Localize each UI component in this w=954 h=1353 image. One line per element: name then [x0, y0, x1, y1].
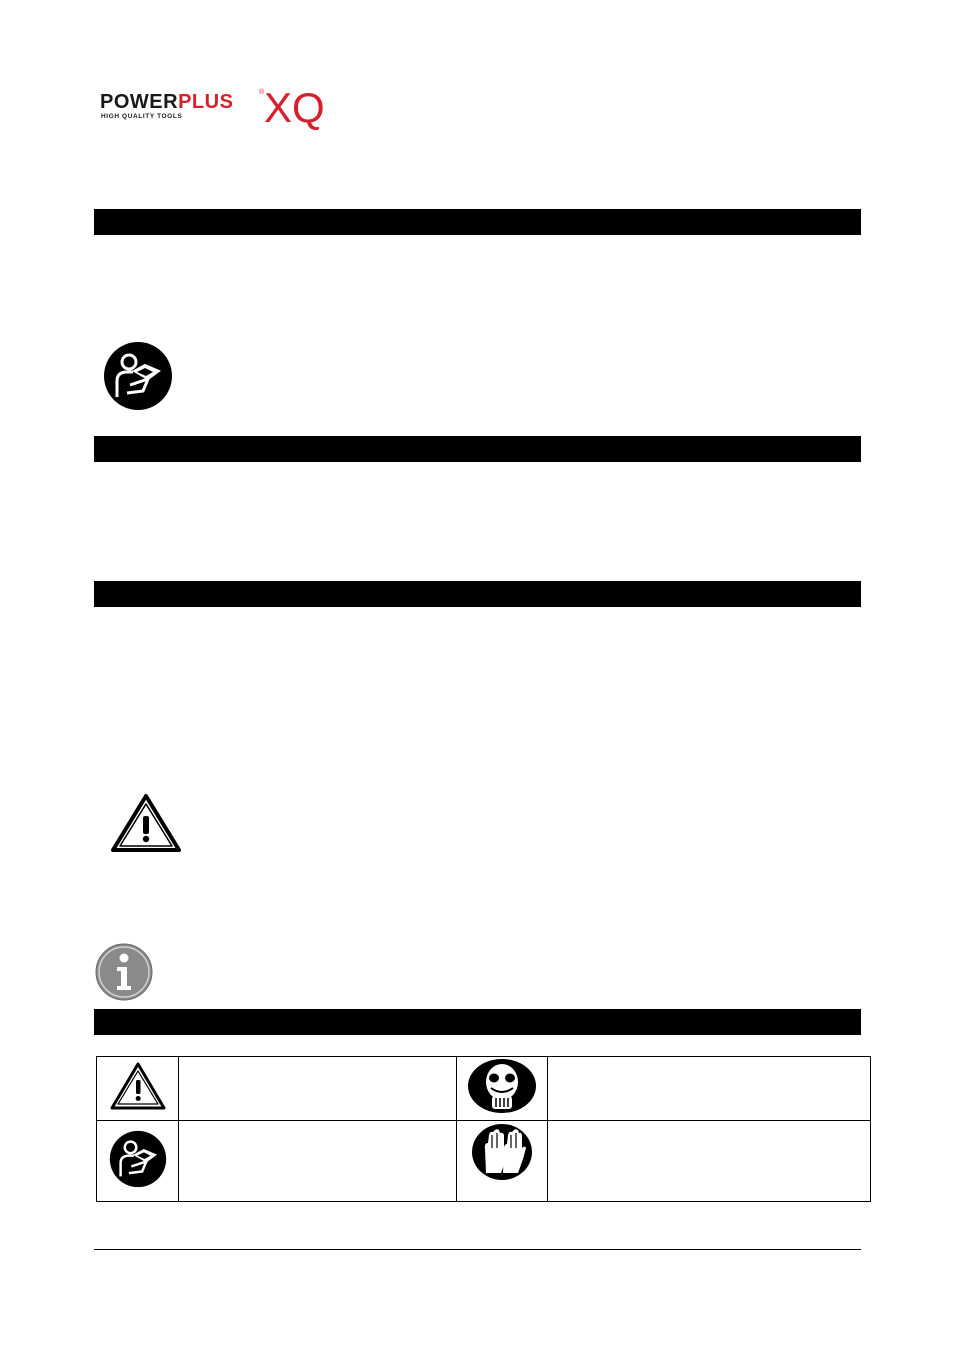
- table-row: [97, 1121, 871, 1202]
- section-bar: [94, 581, 861, 607]
- read-manual-icon: [109, 1130, 167, 1188]
- symbol-cell: [457, 1057, 548, 1121]
- description-cell: [548, 1121, 871, 1202]
- symbol-cell: [457, 1121, 548, 1202]
- protective-gloves-icon: [471, 1123, 533, 1181]
- symbol-cell: [97, 1057, 179, 1121]
- read-manual-icon: [103, 341, 173, 411]
- section-bar: [94, 1009, 861, 1035]
- footer-divider: [94, 1249, 861, 1250]
- brand-suffix: XQ: [264, 84, 325, 130]
- section-bar: [94, 209, 861, 235]
- registered-mark: ®: [259, 89, 265, 96]
- safety-symbols-table: [96, 1056, 871, 1202]
- description-cell: [179, 1057, 457, 1121]
- symbol-cell: [97, 1121, 179, 1202]
- info-icon: [95, 943, 153, 1001]
- table-row: [97, 1057, 871, 1121]
- warning-triangle-icon: [110, 792, 182, 854]
- warning-triangle-icon: [110, 1061, 166, 1111]
- brand-logo: [98, 80, 348, 130]
- description-cell: [179, 1121, 457, 1202]
- svg-text:POWERPLUS: [100, 91, 233, 113]
- respirator-mask-icon: [467, 1058, 537, 1114]
- description-cell: [548, 1057, 871, 1121]
- section-bar: [94, 436, 861, 462]
- brand-tagline: HIGH QUALITY TOOLS: [101, 113, 183, 120]
- brand-name-red: PLUS: [178, 91, 234, 113]
- brand-name-black: POWER: [100, 91, 179, 113]
